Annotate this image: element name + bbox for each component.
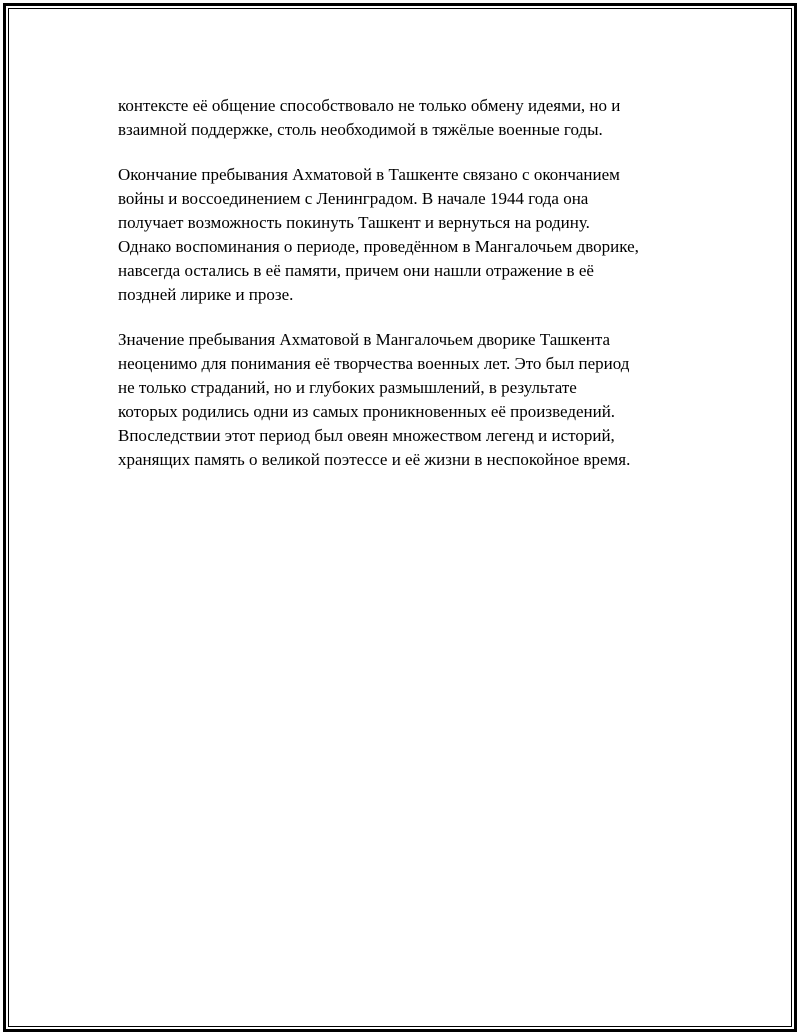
- text-line: взаимной поддержке, столь необходимой в тяжёлые военные годы.: [118, 120, 603, 139]
- text-line: хранящих память о великой поэтессе и её жизни в неспокойное время.: [118, 450, 631, 469]
- paragraph-3: [118, 328, 708, 472]
- paragraph-2: [118, 163, 708, 307]
- text-line: войны и воссоединением с Ленинградом. В начале 1944 года она: [118, 189, 589, 208]
- text-line: поздней лирике и прозе.: [118, 285, 294, 304]
- text-line: Окончание пребывания Ахматовой в Ташкенте связано с окончанием: [118, 165, 620, 184]
- text-line: не только страданий, но и глубоких размышлений, в результате: [118, 378, 577, 397]
- text-line: Значение пребывания Ахматовой в Мангалочьем дворике Ташкента: [118, 330, 611, 349]
- text-line: получает возможность покинуть Ташкент и вернуться на родину.: [118, 213, 590, 232]
- text-line: контексте её общение способствовало не только обмену идеями, но и: [118, 96, 621, 115]
- page-frame: [3, 3, 797, 1032]
- text-line: навсегда остались в её памяти, причем они нашли отражение в её: [118, 261, 594, 280]
- text-line: Впоследствии этот период был овеян множеством легенд и историй,: [118, 426, 615, 445]
- paragraph-1: [118, 94, 708, 142]
- text-line: которых родились одни из самых проникновенных её произведений.: [118, 402, 616, 421]
- text-line: Однако воспоминания о периоде, проведённом в Мангалочьем дворике,: [118, 237, 639, 256]
- text-line: неоценимо для понимания её творчества военных лет. Это был период: [118, 354, 630, 373]
- document-body: [118, 94, 708, 493]
